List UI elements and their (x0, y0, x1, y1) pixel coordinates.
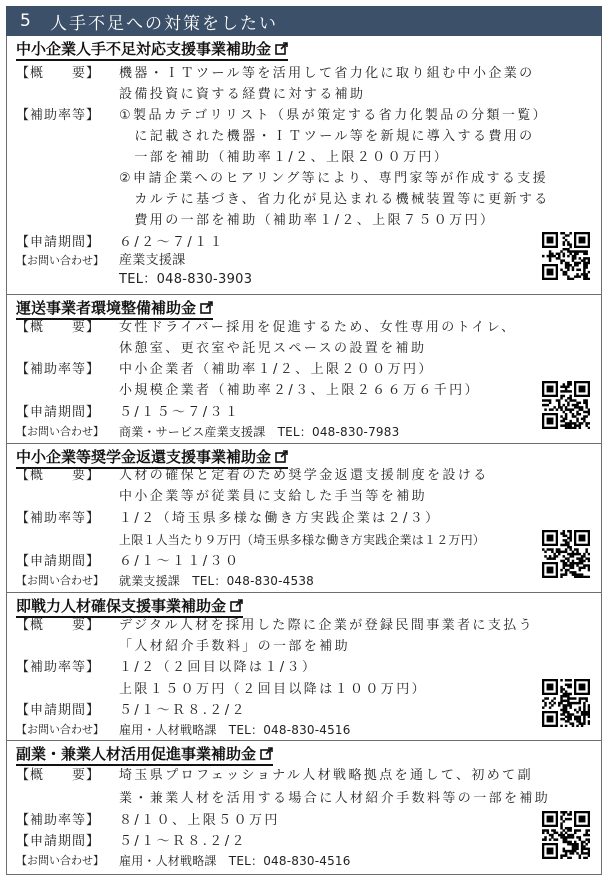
subsidy-title-link[interactable] (16, 40, 288, 61)
subsidy-section-1: 中小企業人手不足対応支援事業補助金 【概 要】 機器・ＩＴツール等を活用して省力化に取り組む中小企業の 設備投資に資する経費に対する補助 【補助率等】 ①製品カテゴリリスト（県が策定する省力化製品の分類一覧） に記載された機器・ＩＴツール等を新規に導入する費用の 一部を補助（補助率１/２、上限２００万円） ②申請企業へのヒアリング等により、専門家等が作成する支援 カルテに基づき、省力化が見込まれる機械装置等に更新する 費用の一部を補助（補助率１/２、上限７５０万円） 【申請期間】 ６/２～７/１１ 【お問い合わせ】 産業支援課 TEL：048-830-3903 (6, 36, 602, 294)
qr-code-icon[interactable] (542, 381, 590, 429)
subsidy-section-3: 中小企業等奨学金返還支援事業補助金 【概 要】 人材の確保と定着のため奨学金返還支援制度を設ける 中小企業等が従業員に支給した手当等を補助 【補助率等】 １/２（埼玉県多様な働き方実践企業は２/３） 上限１人当たり９万円（埼玉県多様な働き方実践企業は１２万円） 【申請期間】 ６/１～１１/３０ 【お問い合わせ】 就業支援課 TEL：048-830-4538 (6, 443, 602, 592)
subsidy-section-5: 副業・兼業人材活用促進事業補助金 【概 要】 埼玉県プロフェッショナル人材戦略拠点を通して、初めて副 業・兼業人材を活用する場合に人材紹介手数料等の一部を補助 【補助率等】 ８/１０、上限５０万円 【申請期間】 ５/１～Ｒ８.２/２ 【お問い合わせ】 雇用・人材戦略課 TEL：048-830-4516 (6, 740, 602, 875)
header-title: 人手不足への対策をしたい (50, 13, 278, 34)
qr-code-icon[interactable] (542, 232, 590, 280)
section-header (6, 6, 602, 36)
external-link-icon (260, 746, 273, 764)
external-link-icon (230, 598, 243, 616)
qr-code-icon[interactable] (542, 530, 590, 578)
subsidy-title-text: 中小企業人手不足対応支援事業補助金 (16, 40, 272, 58)
subsidy-title-link[interactable] (16, 745, 273, 766)
subsidy-title-text: 中小企業等奨学金返還支援事業補助金 (16, 448, 272, 466)
subsidy-section-4: 即戦力人材確保支援事業補助金 【概 要】 デジタル人材を採用した際に企業が登録民間事業者に支払う 「人材紹介手数料」の一部を補助 【補助率等】 １/２（２回目以降は１/３） 上限１５０万円（２回目以降は１００万円） 【申請期間】 ５/１～Ｒ８.２/２ 【お問い合わせ】 雇用・人材戦略課 TEL：048-830-4516 (6, 592, 602, 740)
subsidy-title-text: 運送事業者環境整備補助金 (16, 299, 197, 317)
external-link-icon (200, 300, 213, 318)
header-number: 5 (20, 11, 33, 31)
subsidy-title-text: 副業・兼業人材活用促進事業補助金 (16, 745, 257, 763)
external-link-icon (275, 41, 288, 59)
qr-code-icon[interactable] (542, 679, 590, 727)
subsidy-title-text: 即戦力人材確保支援事業補助金 (16, 597, 227, 615)
subsidy-section-2: 運送事業者環境整備補助金 【概 要】 女性ドライバー採用を促進するため、女性専用のトイレ、 休憩室、更衣室や託児スペースの設置を補助 【補助率等】 中小企業者（補助率１/２、上限２００万円） 小規模企業者（補助率２/３、上限２６６万６千円） 【申請期間】 ５/１５～７/３１ 【お問い合わせ】 商業・サービス産業支援課 TEL：048-830-7983 (6, 294, 602, 443)
qr-code-icon[interactable] (542, 811, 590, 859)
